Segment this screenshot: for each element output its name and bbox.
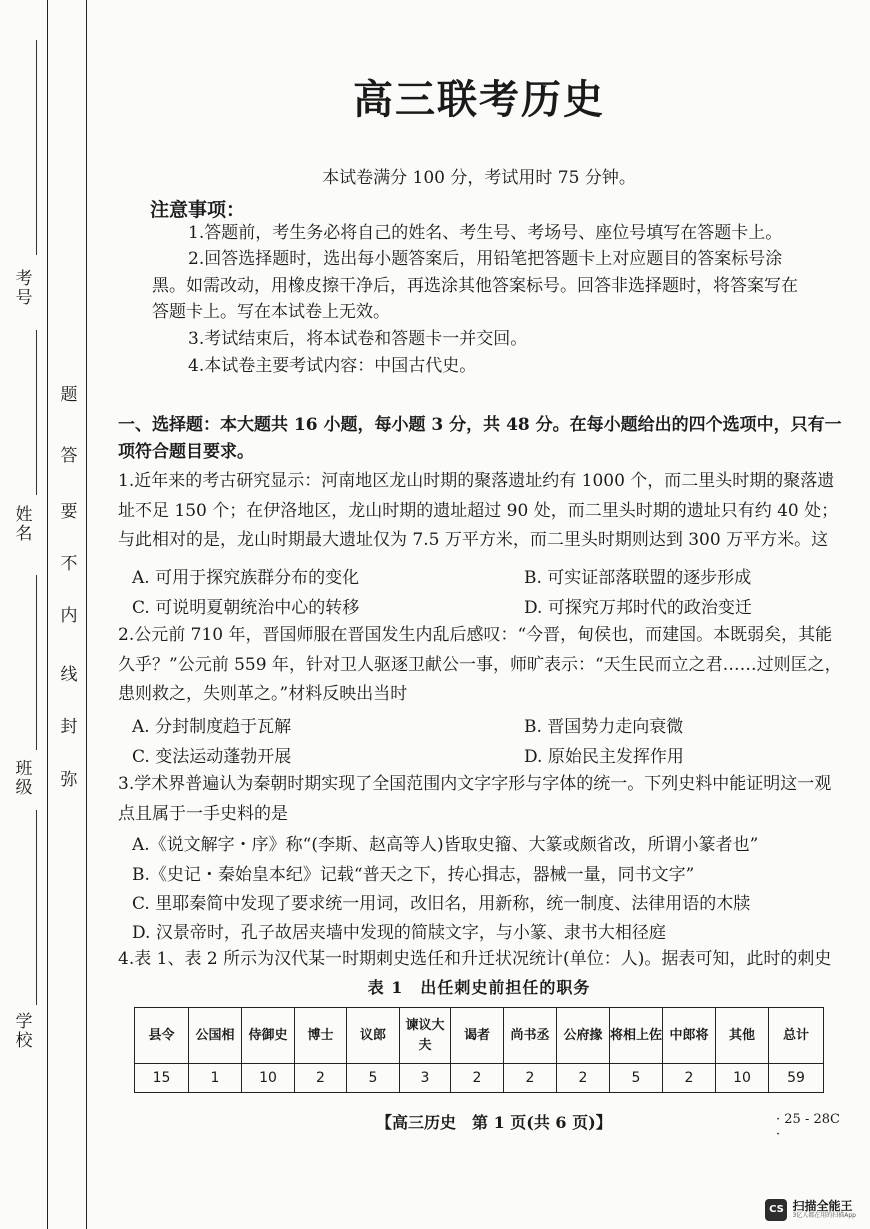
option-b: B. 晋国势力走向衰微 [524,717,684,737]
option-d: D. 可探究万邦时代的政治变迁 [524,598,752,618]
table-cell: 2 [663,1064,716,1093]
table-header-cell: 谏议大夫 [400,1008,451,1064]
exam-number-label: 考号 [15,269,33,308]
scanner-name: 扫描全能王 [792,1199,853,1213]
table-cell: 5 [347,1064,400,1093]
page-footer: 【高三历史 第 1 页(共 6 页)】 [376,1113,612,1132]
paper-code: · 25 - 28C · [776,1112,840,1142]
option-c: C. 可说明夏朝统治中心的转移 [132,598,360,618]
option-b: B.《史记・秦始皇本纪》记载“普天之下，抟心揖志，器械一量，同书文字” [132,865,695,885]
option-a: A. 可用于探究族群分布的变化 [132,568,360,588]
table-cell: 10 [242,1064,295,1093]
table-header-row [135,1008,824,1064]
seal-char: 答 [60,446,78,466]
option-c: C. 里耶秦简中发现了要求统一用词，改旧名，用新称，统一制度、法律用语的木牍 [132,894,751,914]
name-blank [36,330,38,495]
table-header-cell: 总计 [769,1008,824,1064]
option-b: B. 可实证部落联盟的逐步形成 [524,568,752,588]
table-header-cell: 将相上佐 [610,1008,663,1064]
seal-char: 弥 [60,770,78,790]
scanner-subtitle: 3亿人都在用的扫描App [792,1212,856,1219]
class-label: 班级 [15,759,33,798]
table-header-cell: 议郎 [347,1008,400,1064]
option-c: C. 变法运动蓬勃开展 [132,747,292,767]
question-stem: 1.近年来的考古研究显示：河南地区龙山时期的聚落遗址约有 1000 个，而二里头时期的聚落遗址不足 150 个；在伊洛地区，龙山时期的遗址超过 90 处，而二里头时期的遗址只有约 40 处；与此相对的是，龙山时期最大遗址仅为 7.5 万平方米，而二里头时期则达到 300 万平方米。这 [118,471,839,550]
table-row [135,1064,824,1093]
notice-heading: 注意事项： [150,199,246,221]
seal-char: 线 [60,665,78,685]
table-cell: 2 [504,1064,557,1093]
table-header-cell: 侍御史 [242,1008,295,1064]
class-blank [36,575,38,750]
option-a: A.《说文解字・序》称“(李斯、赵高等人)皆取史籀、大篆或颇省改，所谓小篆者也” [132,835,759,855]
seal-char: 封 [60,717,78,737]
table-cell: 2 [557,1064,610,1093]
school-blank [36,810,38,1005]
notice-item: 3.考试结束后，将本试卷和答题卡一并交回。 [188,329,528,349]
option-a: A. 分封制度趋于瓦解 [132,717,292,737]
notice-item: 2.回答选择题时，选出每小题答案后，用铅笔把答题卡上对应题目的答案标号涂黑。如需改动，用橡皮擦干净后，再选涂其他答案标号。回答非选择题时，将答案写在答题卡上。写在本试卷上无效。 [152,249,798,322]
table-header-cell: 公府掾 [557,1008,610,1064]
seal-char: 内 [60,606,78,626]
table-header-cell: 尚书丞 [504,1008,557,1064]
table-header-cell: 县令 [135,1008,189,1064]
table-header-cell: 其他 [716,1008,769,1064]
table-cell: 3 [400,1064,451,1093]
table-cell: 2 [451,1064,504,1093]
seal-char: 要 [60,502,78,522]
option-d: D. 原始民主发挥作用 [524,747,684,767]
table-header-cell: 博士 [295,1008,347,1064]
scanner-watermark [765,1199,856,1221]
scanner-logo-icon: CS [765,1199,787,1221]
table-caption: 表 1 出任刺史前担任的职务 [367,978,591,997]
table-cell: 1 [189,1064,242,1093]
name-label: 姓名 [15,505,33,544]
table-header-cell: 谒者 [451,1008,504,1064]
table-header-cell: 中郎将 [663,1008,716,1064]
seal-char: 不 [60,554,78,574]
notice-item: 1.答题前，考生务必将自己的姓名、考生号、考场号、座位号填写在答题卡上。 [188,223,783,243]
notice-item: 4.本试卷主要考试内容：中国古代史。 [188,356,477,376]
exam-info: 本试卷满分 100 分，考试用时 75 分钟。 [322,168,636,188]
question-stem: 3.学术界普遍认为秦朝时期实现了全国范围内文字字形与字体的统一。下列史料中能证明这一观点且属于一手史料的是 [118,774,832,824]
table-cell: 2 [295,1064,347,1093]
exam-number-blank [36,40,38,255]
binding-line-inner [86,0,87,1229]
binding-line-outer [47,0,48,1229]
data-table [134,1007,824,1093]
question-stem: 4.表 1、表 2 所示为汉代某一时期刺史选任和升迁状况统计(单位：人)。据表可知，此时的刺史 [118,949,832,969]
question-stem: 2.公元前 710 年，晋国师服在晋国发生内乱后感叹：“今晋，甸侯也，而建国。本既弱矣，其能久乎？”公元前 559 年，针对卫人驱逐卫献公一事，师旷表示：“天生民而立之君……过则匡之，患则救之，失则革之。”材料反映出当时 [118,625,842,704]
option-d: D. 汉景帝时，孔子故居夹墙中发现的简牍文字，与小篆、隶书大相径庭 [132,923,666,943]
table-cell: 10 [716,1064,769,1093]
page-title: 高三联考历史 [353,76,605,123]
section-title: 一、选择题：本大题共 16 小题，每小题 3 分，共 48 分。在每小题给出的四个选项中，只有一项符合题目要求。 [118,415,842,462]
school-label: 学校 [15,1012,33,1051]
table-cell: 5 [610,1064,663,1093]
table-cell: 59 [769,1064,824,1093]
table-header-cell: 公国相 [189,1008,242,1064]
table-cell: 15 [135,1064,189,1093]
seal-char: 题 [60,385,78,405]
